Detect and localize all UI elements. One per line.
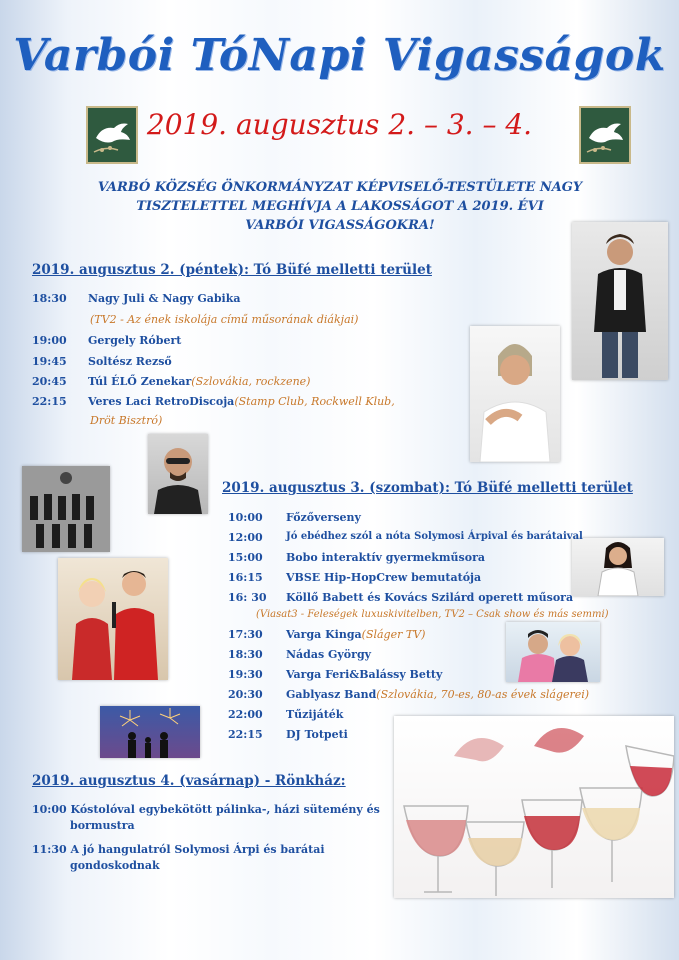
program-time: 10:00 bbox=[228, 511, 263, 524]
day1-heading: 2019. augusztus 2. (péntek): Tó Büfé melletti terület bbox=[32, 262, 432, 278]
intro-line: VARBÓ KÖZSÉG ÖNKORMÁNYZAT KÉPVISELŐ-TESTÜLETE NAGY bbox=[97, 180, 583, 195]
program-time: 22:15 bbox=[32, 395, 67, 408]
program-row bbox=[228, 551, 658, 565]
program-act: Tűzijáték bbox=[286, 708, 344, 721]
sunday-item-line: gondoskodnak bbox=[70, 859, 160, 872]
program-act: Varga Feri&Balássy Betty bbox=[286, 668, 443, 681]
program-act bbox=[88, 395, 395, 408]
program-act: Jó ebédhez szól a nóta Solymosi Árpival és barátaival bbox=[286, 531, 583, 542]
program-row bbox=[228, 688, 658, 702]
program-act: Nádas György bbox=[286, 648, 372, 661]
program-row bbox=[228, 628, 508, 642]
program-time: 17:30 bbox=[228, 628, 263, 641]
program-row bbox=[228, 728, 388, 742]
program-row bbox=[228, 571, 658, 585]
program-row bbox=[32, 292, 462, 306]
program-act bbox=[286, 628, 425, 641]
program-time: 19:45 bbox=[32, 355, 67, 368]
program-row bbox=[228, 531, 658, 545]
poster-title: Varbói TóNapi Vigasságok bbox=[13, 30, 666, 81]
program-note: (Sláger TV) bbox=[361, 628, 426, 641]
sunday-item-line: 11:30 A jó hangulatról Solymosi Árpi és barátai bbox=[32, 843, 325, 856]
program-time: 18:30 bbox=[228, 648, 263, 661]
program-row bbox=[228, 591, 658, 605]
program-row bbox=[32, 395, 462, 409]
performer-photo-varga-feri-balassy-betty bbox=[506, 622, 600, 682]
wine-glasses-photo bbox=[394, 716, 674, 898]
sunday-program-item bbox=[32, 842, 392, 874]
sunday-item-line: 10:00 Kóstolóval egybekötött pálinka-, házi sütemény és bbox=[32, 803, 380, 816]
program-note: (Szlovákia, rockzene) bbox=[191, 375, 311, 388]
program-act: VBSE Hip-HopCrew bemutatója bbox=[286, 571, 482, 584]
program-note: (Stamp Club, Rockwell Klub, bbox=[234, 395, 395, 408]
performer-photo-varga-kinga bbox=[572, 538, 664, 596]
program-note: (Szlovákia, 70-es, 80-as évek slágerei) bbox=[376, 688, 590, 701]
program-note: (Viasat3 - Feleségek luxuskivitelben, TV2 – Csak show és más semmi) bbox=[256, 609, 609, 620]
program-act bbox=[286, 688, 589, 701]
program-note: Dröt Bisztró) bbox=[90, 414, 163, 427]
performer-photo-veres bbox=[148, 434, 208, 514]
program-act: Bobo interaktív gyermekműsora bbox=[286, 551, 485, 564]
dance-group-photo bbox=[22, 466, 110, 552]
fireworks-photo bbox=[100, 706, 200, 758]
program-time: 19:30 bbox=[228, 668, 263, 681]
program-act: Soltész Rezső bbox=[88, 355, 172, 368]
day2-heading: 2019. augusztus 3. (szombat): Tó Büfé melletti terület bbox=[222, 480, 633, 496]
program-time: 22:00 bbox=[228, 708, 263, 721]
program-act bbox=[88, 375, 310, 388]
program-time: 19:00 bbox=[32, 334, 67, 347]
program-time: 12:00 bbox=[228, 531, 263, 544]
program-row bbox=[228, 668, 508, 682]
program-time: 22:15 bbox=[228, 728, 263, 741]
program-time: 16:15 bbox=[228, 571, 263, 584]
program-act-name: Veres Laci RetroDiscoja bbox=[88, 395, 235, 408]
intro-line: VARBÓI VIGASSÁGOKRA! bbox=[245, 218, 435, 233]
sunday-program-item bbox=[32, 802, 392, 834]
program-act-name: Varga Kinga bbox=[286, 628, 362, 641]
program-act-name: Gablyasz Band bbox=[286, 688, 377, 701]
program-act: Gergely Róbert bbox=[88, 334, 182, 347]
program-row bbox=[228, 708, 388, 722]
program-act: Köllő Babett és Kovács Szilárd operett műsora bbox=[286, 591, 574, 604]
program-row bbox=[32, 375, 462, 389]
program-row bbox=[228, 648, 508, 662]
performer-photo-soltesz bbox=[470, 326, 560, 462]
program-time: 18:30 bbox=[32, 292, 67, 305]
invitation-text bbox=[40, 178, 640, 235]
program-note: (TV2 - Az ének iskolája című műsorának diákjai) bbox=[90, 313, 359, 326]
sunday-item-line: bormustra bbox=[70, 819, 135, 832]
program-time: 16: 30 bbox=[228, 591, 267, 604]
program-act: DJ Totpeti bbox=[286, 728, 348, 741]
program-act-name: Túl ÉLŐ Zenekar bbox=[88, 375, 192, 388]
program-row bbox=[228, 511, 658, 525]
program-time: 20:30 bbox=[228, 688, 263, 701]
program-row bbox=[32, 355, 462, 369]
intro-line: TISZTELETTEL MEGHÍVJA A LAKOSSÁGOT A 2019. ÉVI bbox=[136, 199, 544, 214]
program-time: 20:45 bbox=[32, 375, 67, 388]
program-time: 15:00 bbox=[228, 551, 263, 564]
performer-photo-gergely bbox=[572, 222, 668, 380]
program-act: Nagy Juli & Nagy Gabika bbox=[88, 292, 241, 305]
event-dates: 2019. augusztus 2. – 3. – 4. bbox=[146, 108, 533, 141]
performer-photo-nagy-juli-gabika bbox=[58, 558, 168, 680]
program-row bbox=[32, 334, 462, 348]
day3-heading: 2019. augusztus 4. (vasárnap) - Rönkház: bbox=[32, 773, 346, 789]
program-act: Főzőverseny bbox=[286, 511, 361, 524]
